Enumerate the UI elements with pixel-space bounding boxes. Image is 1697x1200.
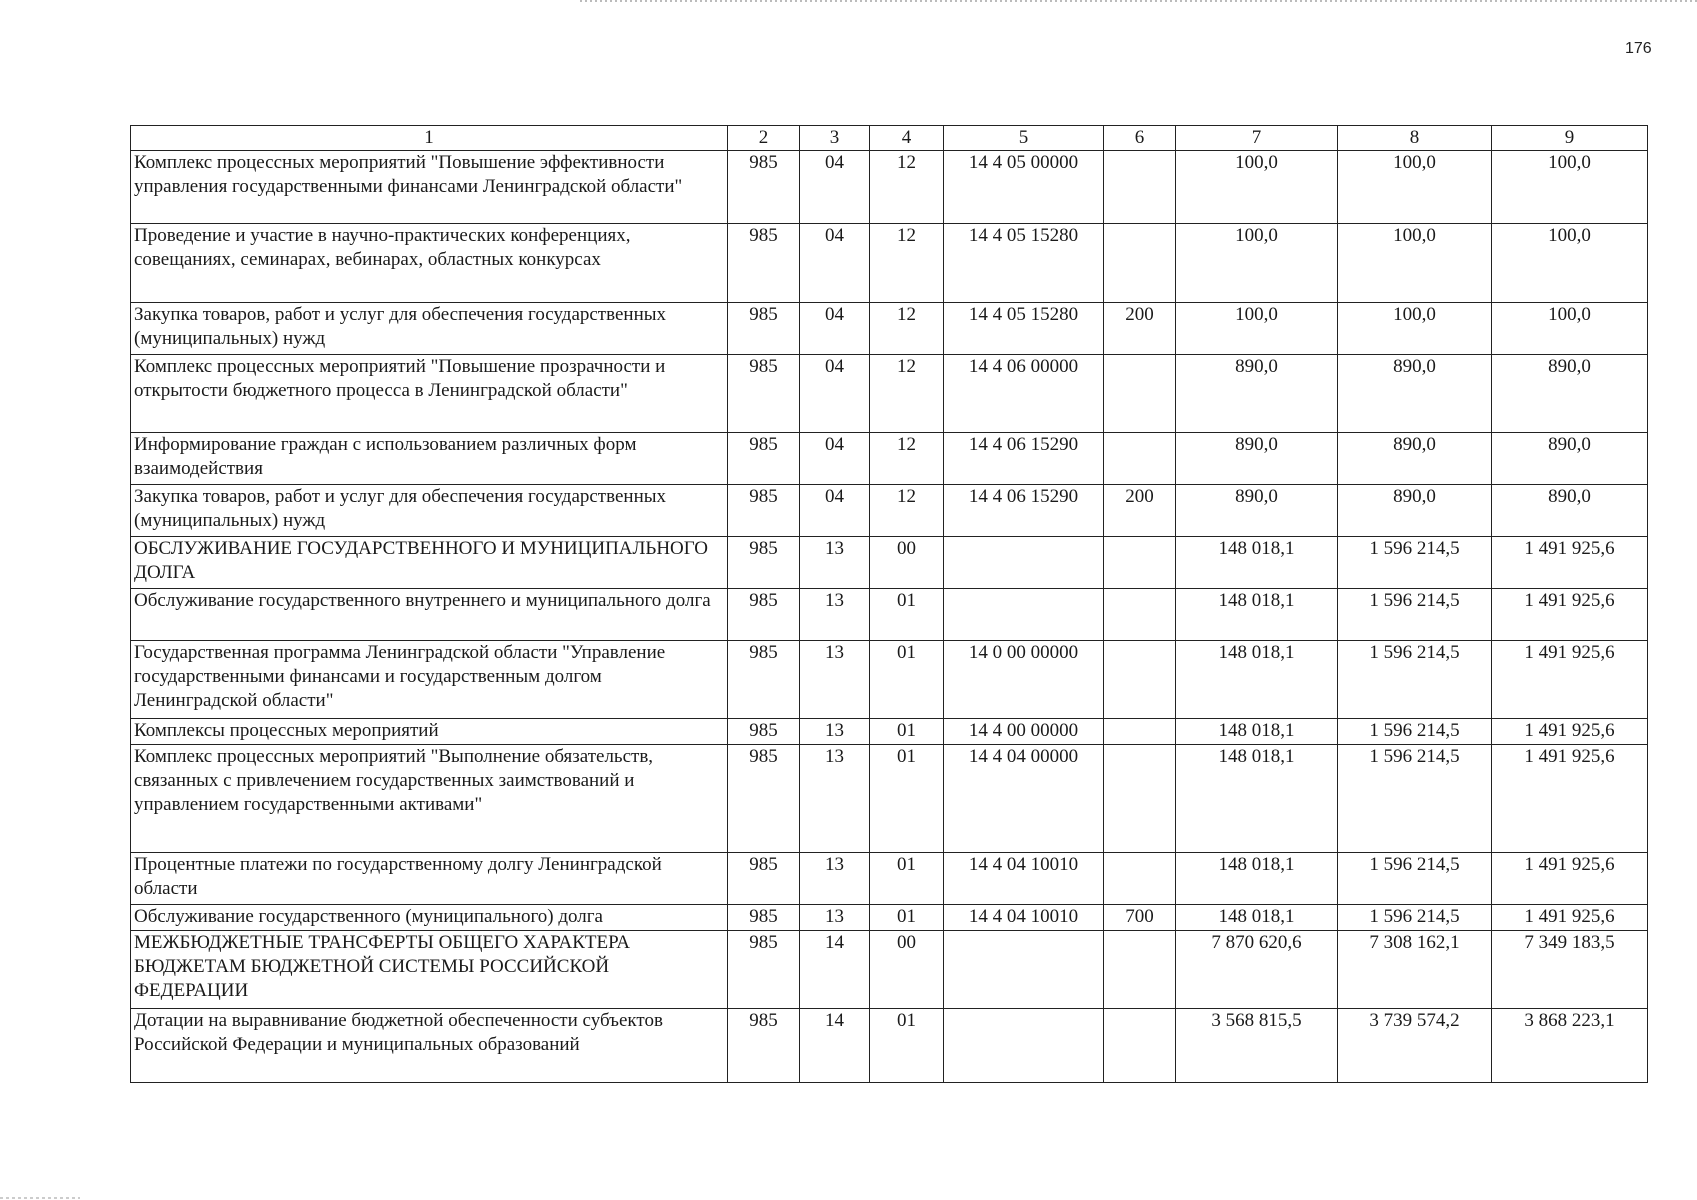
cell-amount-col9: 890,0 — [1492, 355, 1648, 433]
cell-amount-col7: 148 018,1 — [1176, 537, 1338, 589]
cell-expense-type — [1104, 151, 1176, 224]
cell-ministry-code: 985 — [728, 537, 800, 589]
row-name: МЕЖБЮДЖЕТНЫЕ ТРАНСФЕРТЫ ОБЩЕГО ХАРАКТЕРА БЮДЖЕТАМ БЮДЖЕТНОЙ СИСТЕМЫ РОССИЙСКОЙ ФЕДЕРАЦИИ — [131, 931, 728, 1009]
table-header-row — [131, 126, 1648, 151]
cell-expense-type — [1104, 355, 1176, 433]
cell-amount-col8: 1 596 214,5 — [1338, 537, 1492, 589]
cell-expense-type — [1104, 931, 1176, 1009]
cell-target-article — [944, 537, 1104, 589]
cell-amount-col9: 1 491 925,6 — [1492, 589, 1648, 641]
table-row — [131, 433, 1648, 485]
row-name: Закупка товаров, работ и услуг для обеспечения государственных (муниципальных) нужд — [131, 303, 728, 355]
cell-amount-col7: 7 870 620,6 — [1176, 931, 1338, 1009]
cell-amount-col7: 148 018,1 — [1176, 905, 1338, 931]
column-header: 8 — [1338, 126, 1492, 151]
cell-target-article: 14 4 04 00000 — [944, 745, 1104, 853]
cell-section: 04 — [800, 224, 870, 303]
cell-subsection: 12 — [870, 433, 944, 485]
cell-amount-col7: 148 018,1 — [1176, 745, 1338, 853]
row-name: Обслуживание государственного (муниципального) долга — [131, 905, 728, 931]
cell-expense-type — [1104, 745, 1176, 853]
table-row — [131, 931, 1648, 1009]
cell-section: 13 — [800, 537, 870, 589]
cell-amount-col8: 1 596 214,5 — [1338, 853, 1492, 905]
column-header: 7 — [1176, 126, 1338, 151]
cell-subsection: 01 — [870, 905, 944, 931]
table-row — [131, 905, 1648, 931]
cell-section: 13 — [800, 905, 870, 931]
cell-amount-col9: 3 868 223,1 — [1492, 1009, 1648, 1083]
cell-expense-type — [1104, 641, 1176, 719]
cell-target-article: 14 4 04 10010 — [944, 905, 1104, 931]
cell-amount-col9: 7 349 183,5 — [1492, 931, 1648, 1009]
cell-expense-type: 200 — [1104, 485, 1176, 537]
column-header: 5 — [944, 126, 1104, 151]
cell-amount-col7: 148 018,1 — [1176, 853, 1338, 905]
cell-amount-col8: 7 308 162,1 — [1338, 931, 1492, 1009]
cell-section: 04 — [800, 433, 870, 485]
cell-ministry-code: 985 — [728, 853, 800, 905]
cell-amount-col8: 1 596 214,5 — [1338, 745, 1492, 853]
cell-amount-col8: 890,0 — [1338, 433, 1492, 485]
cell-ministry-code: 985 — [728, 931, 800, 1009]
cell-expense-type — [1104, 537, 1176, 589]
cell-subsection: 12 — [870, 151, 944, 224]
cell-amount-col8: 100,0 — [1338, 151, 1492, 224]
cell-section: 14 — [800, 931, 870, 1009]
cell-expense-type: 200 — [1104, 303, 1176, 355]
cell-ministry-code: 985 — [728, 224, 800, 303]
row-name: Комплексы процессных мероприятий — [131, 719, 728, 745]
column-header: 9 — [1492, 126, 1648, 151]
cell-target-article: 14 4 06 15290 — [944, 433, 1104, 485]
cell-expense-type — [1104, 853, 1176, 905]
cell-ministry-code: 985 — [728, 1009, 800, 1083]
cell-target-article — [944, 931, 1104, 1009]
cell-amount-col7: 890,0 — [1176, 355, 1338, 433]
cell-amount-col8: 1 596 214,5 — [1338, 905, 1492, 931]
column-header: 4 — [870, 126, 944, 151]
cell-amount-col9: 100,0 — [1492, 303, 1648, 355]
cell-subsection: 00 — [870, 931, 944, 1009]
cell-subsection: 01 — [870, 745, 944, 853]
table-row — [131, 151, 1648, 224]
row-name: Закупка товаров, работ и услуг для обеспечения государственных (муниципальных) нужд — [131, 485, 728, 537]
cell-subsection: 00 — [870, 537, 944, 589]
row-name: Процентные платежи по государственному долгу Ленинградской области — [131, 853, 728, 905]
cell-amount-col7: 148 018,1 — [1176, 719, 1338, 745]
row-name: Комплекс процессных мероприятий "Повышение прозрачности и открытости бюджетного процесса в Ленинградской области" — [131, 355, 728, 433]
cell-target-article: 14 4 06 15290 — [944, 485, 1104, 537]
cell-target-article: 14 4 05 00000 — [944, 151, 1104, 224]
cell-amount-col9: 1 491 925,6 — [1492, 719, 1648, 745]
cell-ministry-code: 985 — [728, 905, 800, 931]
column-header: 3 — [800, 126, 870, 151]
table-row — [131, 641, 1648, 719]
cell-subsection: 01 — [870, 1009, 944, 1083]
cell-amount-col8: 1 596 214,5 — [1338, 719, 1492, 745]
cell-expense-type — [1104, 589, 1176, 641]
cell-section: 13 — [800, 853, 870, 905]
cell-ministry-code: 985 — [728, 433, 800, 485]
cell-amount-col8: 100,0 — [1338, 303, 1492, 355]
cell-amount-col8: 1 596 214,5 — [1338, 589, 1492, 641]
scan-artifact-mark — [0, 1197, 80, 1199]
cell-subsection: 01 — [870, 641, 944, 719]
table-row — [131, 719, 1648, 745]
cell-section: 04 — [800, 303, 870, 355]
cell-section: 04 — [800, 151, 870, 224]
budget-table — [130, 125, 1648, 1083]
row-name: Комплекс процессных мероприятий "Выполнение обязательств, связанных с привлечением государственных заимствований и управлением государственными активами" — [131, 745, 728, 853]
cell-section: 14 — [800, 1009, 870, 1083]
cell-amount-col8: 890,0 — [1338, 485, 1492, 537]
cell-amount-col9: 1 491 925,6 — [1492, 853, 1648, 905]
cell-amount-col9: 1 491 925,6 — [1492, 905, 1648, 931]
cell-section: 13 — [800, 589, 870, 641]
table-row — [131, 355, 1648, 433]
column-header: 1 — [131, 126, 728, 151]
cell-target-article: 14 4 05 15280 — [944, 224, 1104, 303]
cell-amount-col8: 1 596 214,5 — [1338, 641, 1492, 719]
cell-section: 04 — [800, 485, 870, 537]
cell-expense-type — [1104, 1009, 1176, 1083]
table-row — [131, 224, 1648, 303]
cell-subsection: 01 — [870, 853, 944, 905]
cell-target-article: 14 4 04 10010 — [944, 853, 1104, 905]
cell-ministry-code: 985 — [728, 355, 800, 433]
scan-artifact-line — [580, 0, 1697, 2]
cell-section: 13 — [800, 641, 870, 719]
cell-target-article — [944, 1009, 1104, 1083]
cell-ministry-code: 985 — [728, 745, 800, 853]
cell-amount-col9: 890,0 — [1492, 485, 1648, 537]
row-name: Комплекс процессных мероприятий "Повышение эффективности управления государственными финансами Ленинградской области" — [131, 151, 728, 224]
cell-expense-type — [1104, 224, 1176, 303]
cell-target-article: 14 4 06 00000 — [944, 355, 1104, 433]
cell-amount-col8: 100,0 — [1338, 224, 1492, 303]
cell-amount-col9: 1 491 925,6 — [1492, 641, 1648, 719]
cell-section: 13 — [800, 745, 870, 853]
cell-ministry-code: 985 — [728, 151, 800, 224]
cell-target-article — [944, 589, 1104, 641]
cell-amount-col7: 100,0 — [1176, 224, 1338, 303]
cell-subsection: 12 — [870, 303, 944, 355]
cell-expense-type — [1104, 719, 1176, 745]
cell-subsection: 12 — [870, 355, 944, 433]
cell-amount-col7: 148 018,1 — [1176, 641, 1338, 719]
cell-target-article: 14 4 05 15280 — [944, 303, 1104, 355]
cell-section: 04 — [800, 355, 870, 433]
cell-ministry-code: 985 — [728, 719, 800, 745]
row-name: ОБСЛУЖИВАНИЕ ГОСУДАРСТВЕННОГО И МУНИЦИПАЛЬНОГО ДОЛГА — [131, 537, 728, 589]
cell-amount-col9: 1 491 925,6 — [1492, 537, 1648, 589]
cell-amount-col9: 100,0 — [1492, 224, 1648, 303]
table-row — [131, 1009, 1648, 1083]
table-row — [131, 485, 1648, 537]
row-name: Дотации на выравнивание бюджетной обеспеченности субъектов Российской Федерации и муниципальных образований — [131, 1009, 728, 1083]
row-name: Государственная программа Ленинградской области "Управление государственными финансами и государственным долгом Ленинградской области" — [131, 641, 728, 719]
cell-amount-col7: 3 568 815,5 — [1176, 1009, 1338, 1083]
cell-amount-col9: 100,0 — [1492, 151, 1648, 224]
cell-amount-col8: 890,0 — [1338, 355, 1492, 433]
column-header: 2 — [728, 126, 800, 151]
cell-subsection: 01 — [870, 589, 944, 641]
page-number: 176 — [1625, 40, 1652, 57]
column-header: 6 — [1104, 126, 1176, 151]
cell-amount-col7: 100,0 — [1176, 151, 1338, 224]
cell-amount-col7: 890,0 — [1176, 433, 1338, 485]
row-name: Проведение и участие в научно-практических конференциях, совещаниях, семинарах, вебинарах, областных конкурсах — [131, 224, 728, 303]
cell-ministry-code: 985 — [728, 485, 800, 537]
cell-amount-col8: 3 739 574,2 — [1338, 1009, 1492, 1083]
cell-amount-col9: 1 491 925,6 — [1492, 745, 1648, 853]
table-row — [131, 537, 1648, 589]
cell-amount-col9: 890,0 — [1492, 433, 1648, 485]
cell-section: 13 — [800, 719, 870, 745]
cell-ministry-code: 985 — [728, 303, 800, 355]
cell-subsection: 12 — [870, 485, 944, 537]
cell-ministry-code: 985 — [728, 641, 800, 719]
cell-target-article: 14 4 00 00000 — [944, 719, 1104, 745]
cell-amount-col7: 100,0 — [1176, 303, 1338, 355]
cell-expense-type: 700 — [1104, 905, 1176, 931]
table-row — [131, 303, 1648, 355]
cell-amount-col7: 148 018,1 — [1176, 589, 1338, 641]
table-row — [131, 589, 1648, 641]
cell-target-article: 14 0 00 00000 — [944, 641, 1104, 719]
cell-subsection: 12 — [870, 224, 944, 303]
cell-amount-col7: 890,0 — [1176, 485, 1338, 537]
cell-ministry-code: 985 — [728, 589, 800, 641]
row-name: Обслуживание государственного внутреннего и муниципального долга — [131, 589, 728, 641]
table-row — [131, 745, 1648, 853]
table-row — [131, 853, 1648, 905]
cell-expense-type — [1104, 433, 1176, 485]
cell-subsection: 01 — [870, 719, 944, 745]
row-name: Информирование граждан с использованием различных форм взаимодействия — [131, 433, 728, 485]
